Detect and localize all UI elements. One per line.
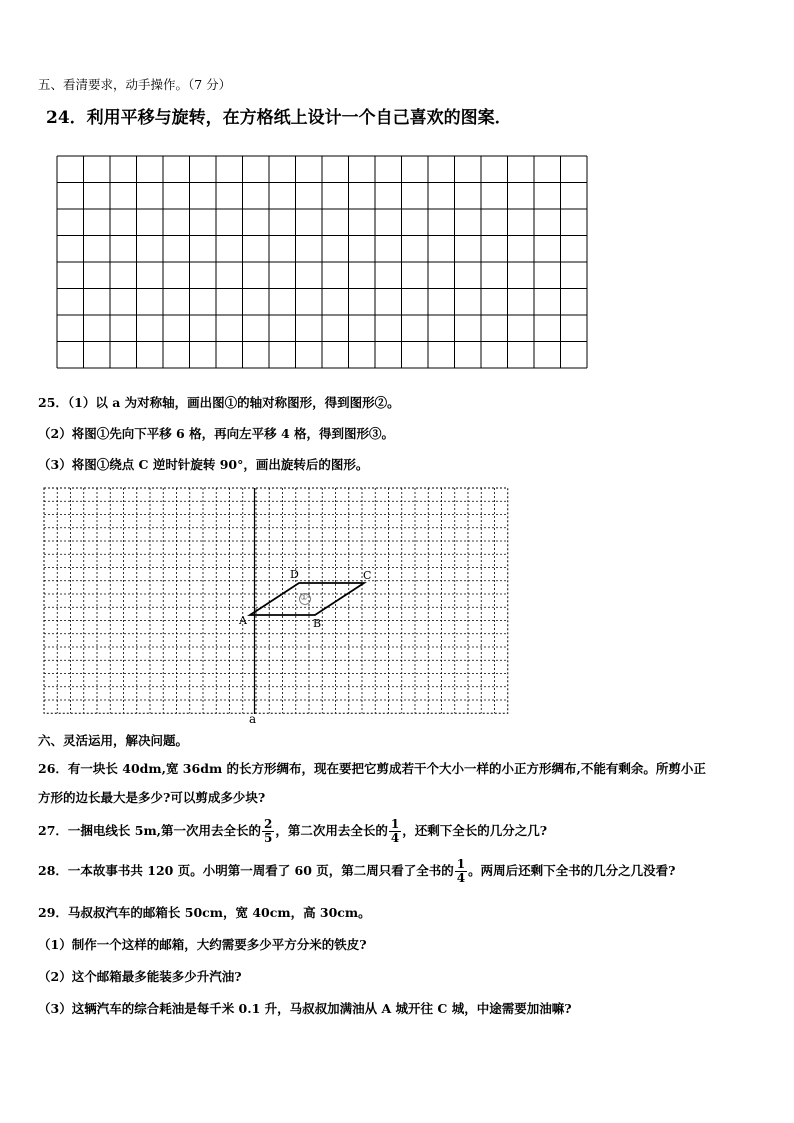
point-c-label: C	[363, 569, 372, 582]
question-29-intro: 29．马叔叔汽车的邮箱长 50cm，宽 40cm，高 30cm。	[38, 905, 371, 920]
question-29-part3: （3）这辆汽车的综合耗油是每千米 0.1 升，马叔叔加满油从 A 城开往 C 城，中途需要加油嘛?	[38, 1001, 572, 1016]
point-b-label: B	[313, 617, 322, 630]
question-24: 24．利用平移与旋转，在方格纸上设计一个自己喜欢的图案．	[46, 108, 512, 128]
question-28	[38, 858, 675, 885]
question-27	[38, 818, 547, 845]
question-25-part1: 25．（1）以 a 为对称轴，画出图①的轴对称图形，得到图形②。	[38, 395, 400, 410]
question-26-line2: 方形的边长最大是多少?可以剪成多少块?	[38, 790, 266, 805]
section5-title: 五、看清要求，动手操作。（7 分）	[38, 77, 232, 92]
question-29-part2: （2）这个邮箱最多能装多少升汽油?	[38, 969, 242, 984]
q27-text-a: 27．一捆电线长 5m,第一次用去全长的	[38, 823, 262, 838]
axis-a-label: a	[249, 712, 257, 726]
q28-text-b: 。两周后还剩下全书的几分之几没看?	[468, 863, 676, 878]
question-25-part2: （2）将图①先向下平移 6 格，再向左平移 4 格，得到图形③。	[38, 426, 395, 441]
q28-text-a: 28．一本故事书共 120 页。小明第一周看了 60 页，第二周只看了全书的	[38, 863, 454, 878]
shape-1-label: ①	[300, 593, 309, 603]
section6-title: 六、灵活运用，解决问题。	[38, 733, 189, 748]
q27-fraction-2: $\frac{1}{4}$	[390, 817, 400, 845]
point-a-label: A	[239, 614, 247, 627]
q27-fraction-1: $\frac{2}{5}$	[264, 817, 273, 845]
question-25-part3: （3）将图①绕点 C 逆时针旋转 90°，画出旋转后的图形。	[38, 457, 369, 472]
question-26-line1: 26．有一块长 40dm,宽 36dm 的长方形绸布，现在要把它剪成若干个大小一样的小正方形绸布,不能有剩余。所剪小正	[38, 761, 706, 776]
q27-text-c: ，还剩下全长的几分之几?	[402, 823, 548, 838]
q27-text-b: ，第二次用去全长的	[275, 823, 388, 838]
question-29-part1: （1）制作一个这样的邮箱，大约需要多少平方分米的铁皮?	[38, 937, 367, 952]
point-d-label: D	[290, 568, 299, 581]
q28-fraction: $\frac{1}{4}$	[456, 857, 466, 885]
